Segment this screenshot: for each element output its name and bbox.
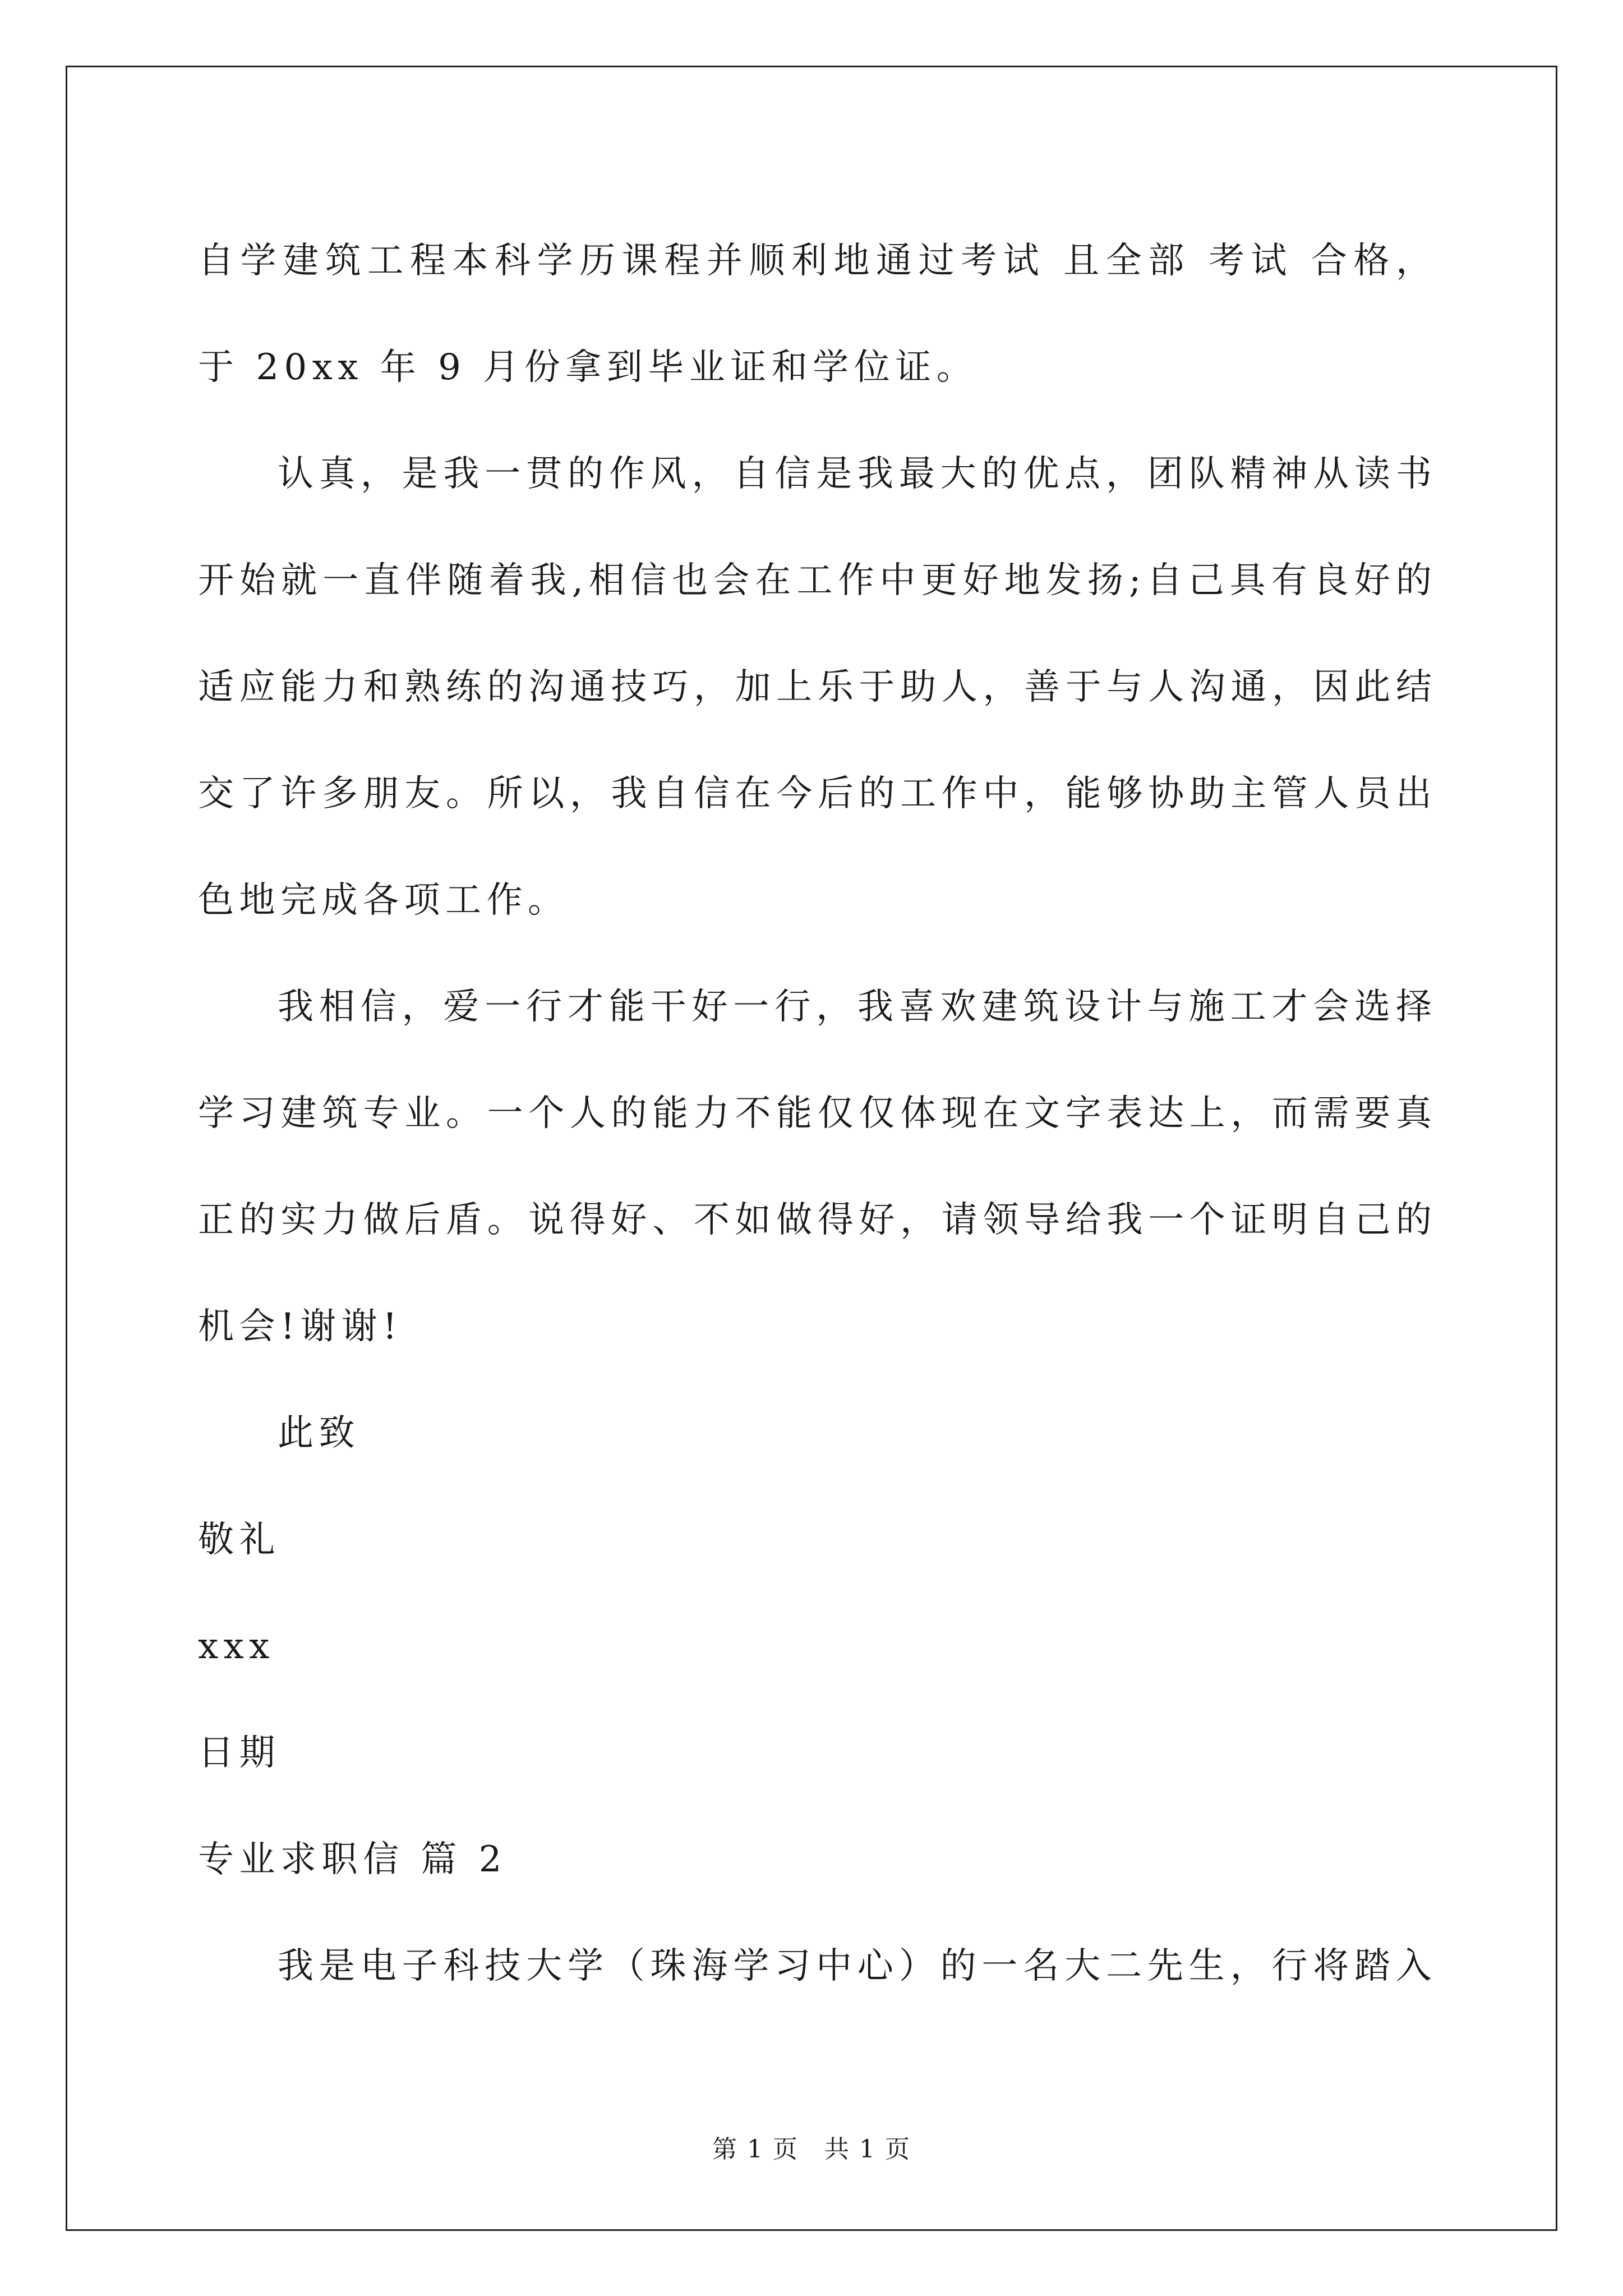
page-number-footer: 第 1 页 共 1 页 — [712, 2135, 911, 2164]
closing-regards: 敬礼 — [198, 1519, 280, 1561]
text-line: 正的实力做后盾。说得好、不如做得好，请领导给我一个证明自己的 — [198, 1199, 1432, 1241]
signature-date: 日期 — [198, 1732, 280, 1774]
text-line: 自学建筑工程本科学历课程并顺利地通过考试 且全部 考试 合格， — [198, 240, 1432, 282]
signature-name: xxx — [198, 1626, 275, 1667]
section-heading: 专业求职信 篇 2 — [198, 1839, 507, 1880]
text-line: 色地完成各项工作。 — [198, 880, 569, 921]
paragraph-start-line: 我是电子科技大学（珠海学习中心）的一名大二先生，行将踏入 — [278, 1945, 1432, 1987]
document-body — [198, 208, 1432, 2019]
text-line: 于 20xx 年 9 月份拿到毕业证和学位证。 — [198, 347, 978, 388]
text-line: 机会!谢谢! — [198, 1306, 403, 1347]
text-line: 学习建筑专业。一个人的能力不能仅仅体现在文字表达上，而需要真 — [198, 1093, 1432, 1134]
text-line: 适应能力和熟练的沟通技巧，加上乐于助人，善于与人沟通，因此结 — [198, 666, 1432, 708]
closing-salutation: 此致 — [278, 1412, 360, 1454]
text-line: 开始就一直伴随着我,相信也会在工作中更好地发扬;自己具有良好的 — [198, 560, 1432, 601]
paragraph-start-line: 我相信，爱一行才能干好一行，我喜欢建筑设计与施工才会选择 — [278, 986, 1432, 1028]
text-line: 交了许多朋友。所以，我自信在今后的工作中，能够协助主管人员出 — [198, 773, 1432, 815]
paragraph-start-line: 认真，是我一贯的作风，自信是我最大的优点，团队精神从读书 — [278, 453, 1432, 495]
